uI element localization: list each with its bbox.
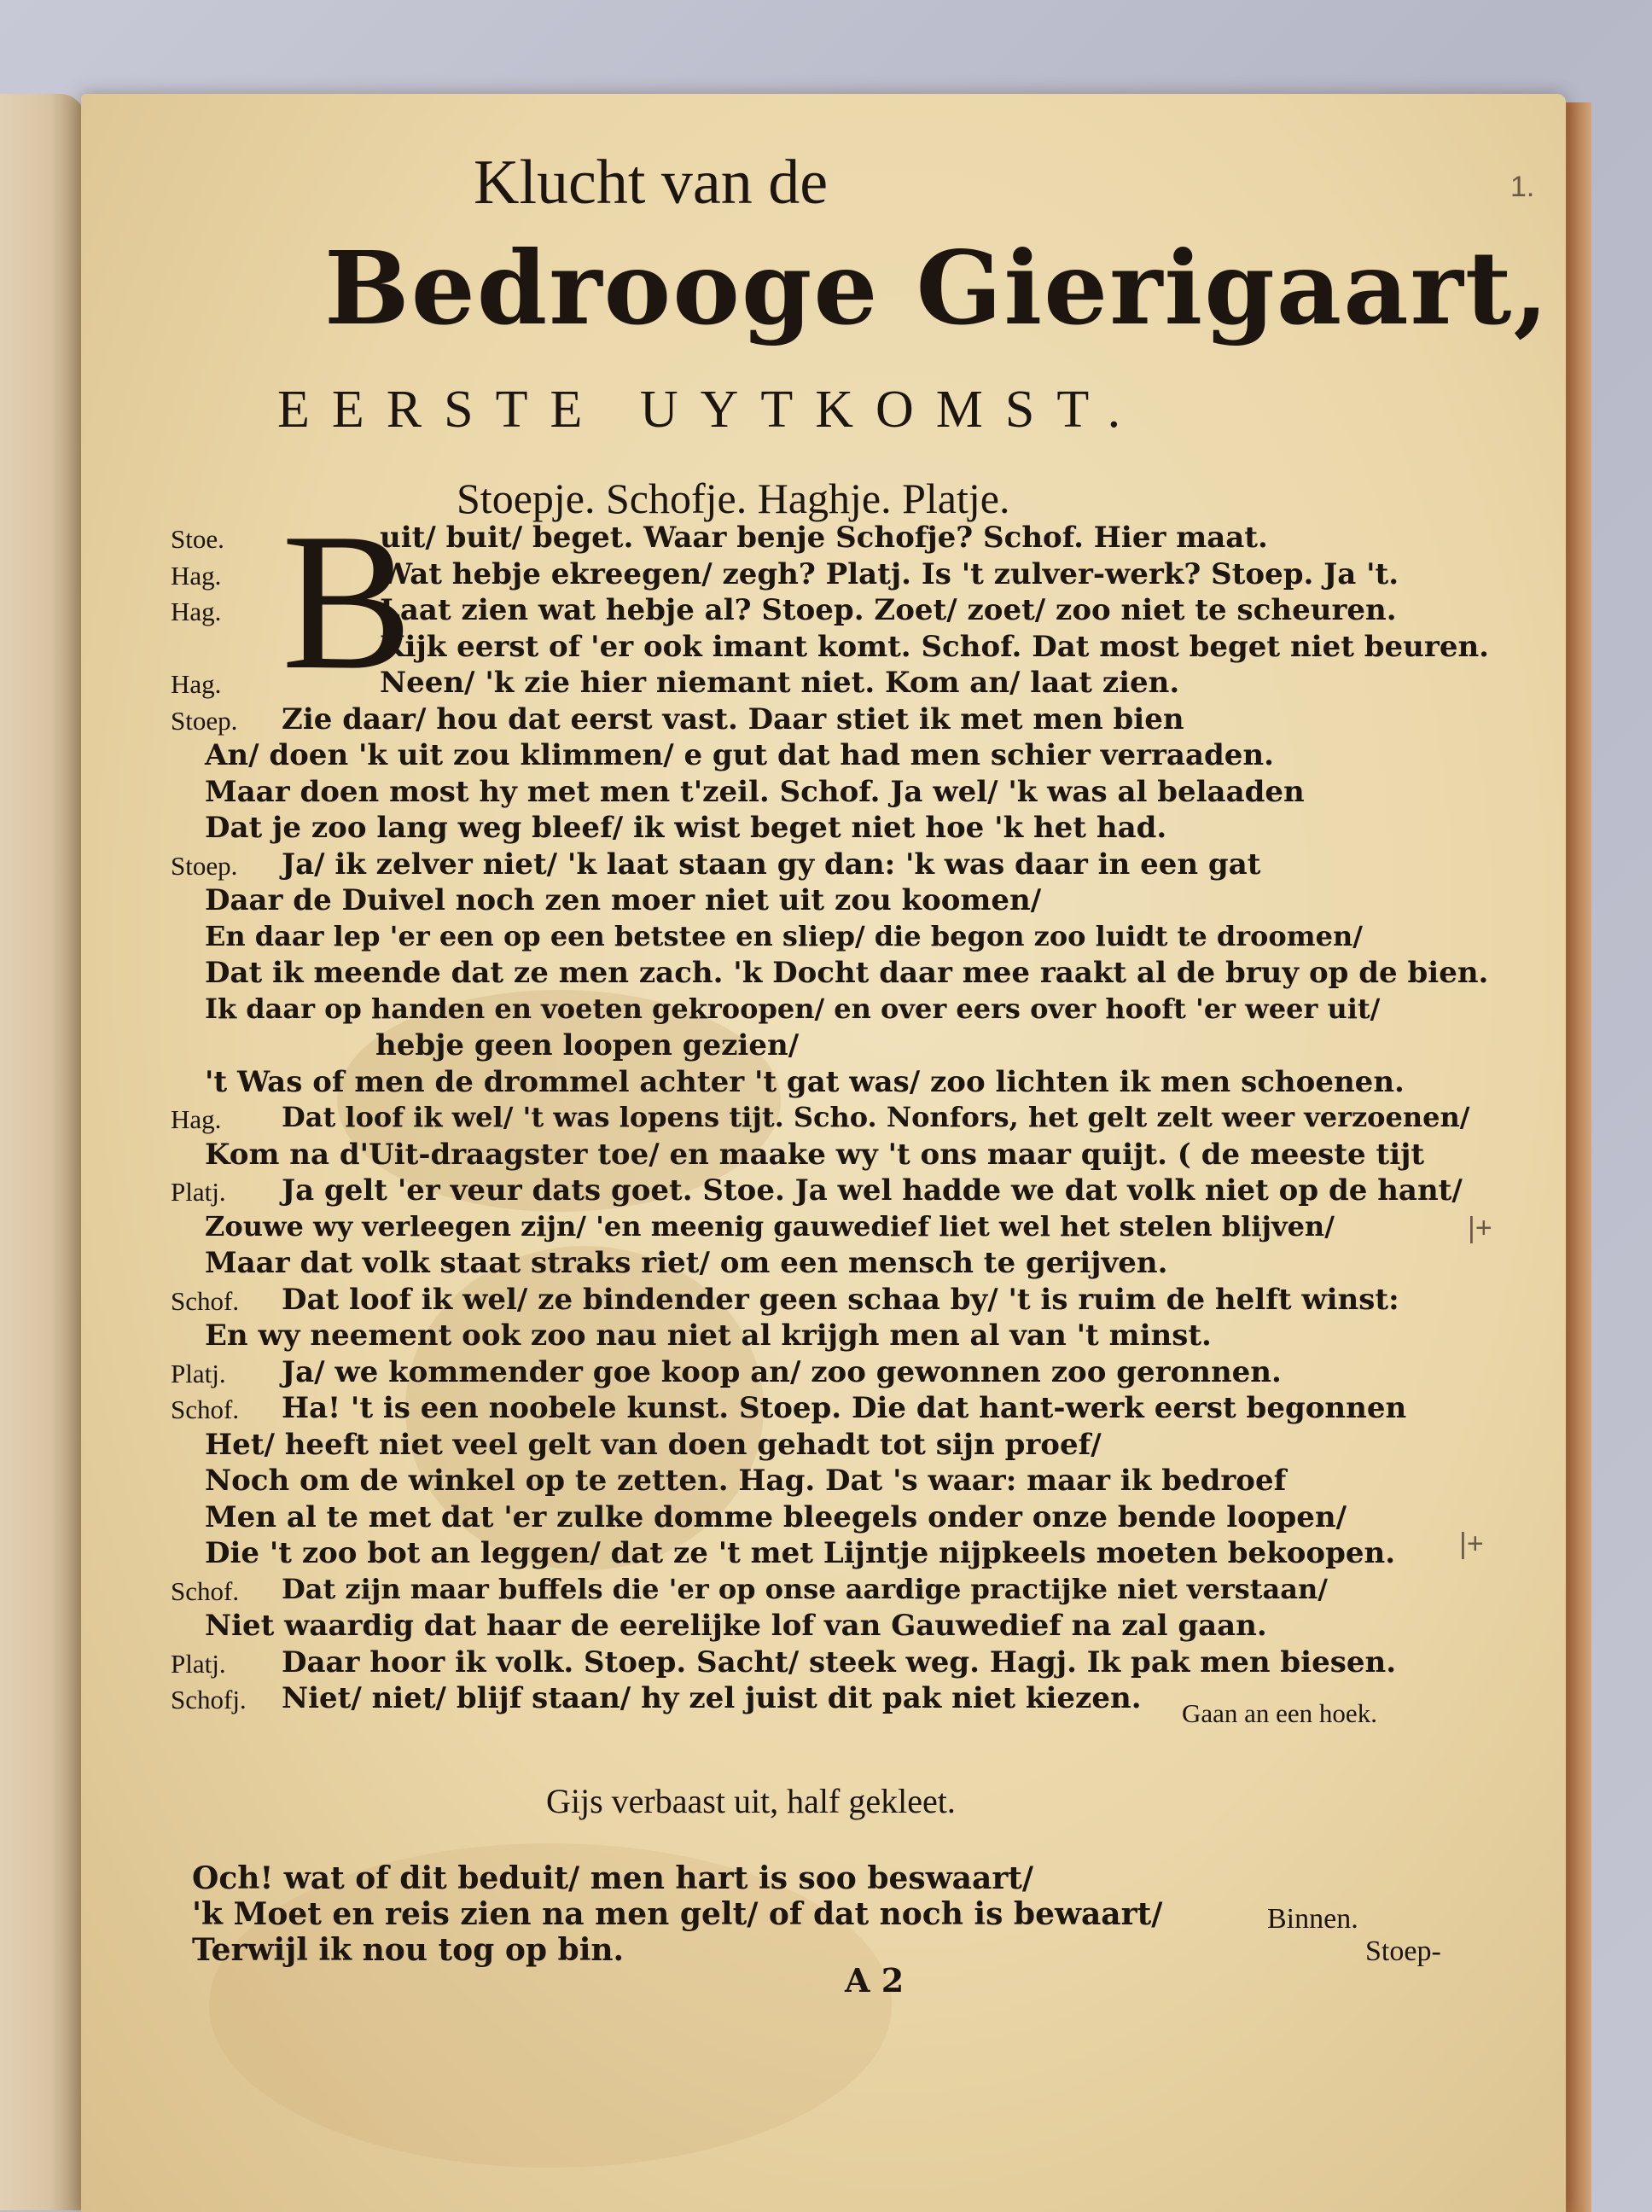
title-line-1: Klucht van de — [474, 148, 829, 218]
dialogue-line: Laat zien wat hebje al? Stoep. Zoet/ zoet/ zoo niet te scheuren. — [380, 593, 1397, 627]
dialogue-line: Ja/ ik zelver niet/ 'k laat staan gy dan: 'k was daar in een gat — [282, 847, 1261, 882]
dialogue-line: An/ doen 'k uit zou klimmen/ e gut dat had men schier verraaden. — [205, 738, 1274, 772]
dialogue-line: Zie daar/ hou dat eerst vast. Daar stiet ik met men bien — [282, 701, 1184, 736]
signature-mark: A 2 — [845, 1961, 905, 2000]
speaker-label: Schof. — [171, 1394, 240, 1424]
dialogue-line: Noch om de winkel op te zetten. Hag. Dat 's waar: maar ik bedroef — [205, 1464, 1287, 1498]
catchword: Stoep- — [1365, 1936, 1441, 1967]
left-page — [0, 94, 85, 2210]
stage-binnen: Binnen. — [1267, 1903, 1358, 1935]
speaker-label: Hag. — [171, 560, 222, 591]
dialogue-line: Niet/ niet/ blijf staan/ hy zel juist dit pak niet kiezen. — [282, 1681, 1142, 1715]
cast-list: Stoepje. Schofje. Haghje. Platje. — [457, 474, 1010, 522]
act-heading: EERSTE UYTKOMST. — [277, 381, 1143, 439]
dialogue-line: Neen/ 'k zie hier niemant niet. Kom an/ laat zien. — [380, 666, 1180, 700]
speaker-label: Stoep. — [171, 850, 238, 881]
speaker-label: Hag. — [171, 669, 222, 699]
speaker-label: Hag. — [171, 597, 222, 626]
closing-line-1: Och! wat of dit beduit/ men hart is soo beswaart/ — [192, 1860, 1034, 1896]
closing-line-3: Terwijl ik nou tog op bin. — [192, 1932, 625, 1968]
dialogue-line: Ja gelt 'er veur dats goet. Stoe. Ja wel hadde we dat volk niet op de hant/ — [282, 1173, 1463, 1208]
dialogue-line: Dat loof ik wel/ 't was lopens tijt. Scho. Nonfors, het gelt zelt weer verzoenen/ — [282, 1101, 1470, 1133]
stage-direction-2: Gijs verbaast uit, half gekleet. — [546, 1782, 956, 1820]
speaker-label: Schof. — [171, 1285, 240, 1316]
speaker-label: Schof. — [171, 1575, 240, 1606]
margin-mark: |+ — [1468, 1212, 1492, 1244]
speaker-label: Stoe. — [171, 524, 224, 554]
stage-direction-1: Gaan an een hoek. — [1182, 1698, 1377, 1728]
dialogue-line: Wat hebje ekreegen/ zegh? Platj. Is 't zulver-werk? Stoep. Ja 't. — [380, 556, 1399, 591]
dialogue-line: Maar dat volk staat straks riet/ om een mensch te gerijven. — [205, 1246, 1168, 1280]
drop-cap: B — [282, 492, 413, 710]
dialogue-line: Zouwe wy verleegen zijn/ 'en meenig gauwedief liet wel het stelen blijven/ — [205, 1209, 1335, 1243]
dialogue-line: En daar lep 'er een op een betstee en sliep/ die begon zoo luidt te droomen/ — [205, 919, 1363, 952]
dialogue-line: Dat je zoo lang weg bleef/ ik wist beget niet hoe 'k het had. — [205, 811, 1167, 845]
closing-line-2: 'k Moet en reis zien na men gelt/ of dat noch is bewaart/ — [192, 1896, 1163, 1932]
dialogue-line: hebje geen loopen gezien/ — [375, 1028, 800, 1062]
dialogue-line: Die 't zoo bot an leggen/ dat ze 't met Lijntje nijpkeels moeten bekoopen. — [205, 1536, 1396, 1570]
speaker-label: Platj. — [171, 1177, 226, 1207]
margin-mark: |+ — [1459, 1528, 1484, 1560]
dialogue-line: Ik daar op handen en voeten gekroopen/ en over eers over hooft 'er weer uit/ — [205, 992, 1381, 1025]
dialogue-line: Kom na d'Uit-draagster toe/ en maake wy 't ons maar quijt. ( de meeste tijt — [205, 1137, 1425, 1172]
dialogue-line: Daar de Duivel noch zen moer niet uit zou koomen/ — [205, 883, 1042, 917]
speaker-label: Schofj. — [171, 1685, 247, 1714]
dialogue-line: Ja/ we kommender goe koop an/ zoo gewonnen zoo geronnen. — [282, 1354, 1282, 1389]
margin-mark: 1. — [1510, 171, 1535, 203]
speaker-label: Stoep. — [171, 705, 238, 736]
dialogue-line: uit/ buit/ beget. Waar benje Schofje? Schof. Hier maat. — [380, 521, 1268, 555]
dialogue-line: Het/ heeft niet veel gelt van doen gehadt tot sijn proef/ — [205, 1427, 1102, 1462]
dialogue-line: Ha! 't is een noobele kunst. Stoep. Die dat hant-werk eerst begonnen — [282, 1391, 1407, 1425]
speaker-label: Hag. — [171, 1104, 222, 1134]
dialogue-line: Daar hoor ik volk. Stoep. Sacht/ steek weg. Hagj. Ik pak men biesen. — [282, 1644, 1397, 1679]
dialogue-line: Dat loof ik wel/ ze bindender geen schaa by/ 't is ruim de helft winst: — [282, 1282, 1399, 1317]
dialogue-line: Niet waardig dat haar de eerelijke lof van Gauwedief na zal gaan. — [205, 1609, 1267, 1643]
dialogue-line: Dat zijn maar buffels die 'er op onse aardige practijke niet verstaan/ — [282, 1572, 1328, 1605]
title-line-2: Bedrooge Gierigaart, — [324, 229, 1550, 347]
dialogue-line: Kijk eerst of 'er ook imant komt. Schof. Dat most beget niet beuren. — [380, 629, 1490, 664]
speaker-label: Platj. — [171, 1648, 226, 1679]
dialogue-line: En wy neement ook zoo nau niet al krijgh men al van 't minst. — [205, 1318, 1212, 1353]
dialogue-line: 't Was of men de drommel achter 't gat was/ zoo lichten ik men schoenen. — [205, 1064, 1405, 1099]
dialogue-line: Dat ik meende dat ze men zach. 'k Docht daar mee raakt al de bruy op de bien. — [205, 956, 1489, 990]
speaker-label: Platj. — [171, 1358, 226, 1388]
dialogue-line: Maar doen most hy met men t'zeil. Schof. Ja wel/ 'k was al belaaden — [205, 774, 1305, 809]
dialogue-line: Men al te met dat 'er zulke domme bleegels onder onze bende loopen/ — [205, 1499, 1347, 1534]
